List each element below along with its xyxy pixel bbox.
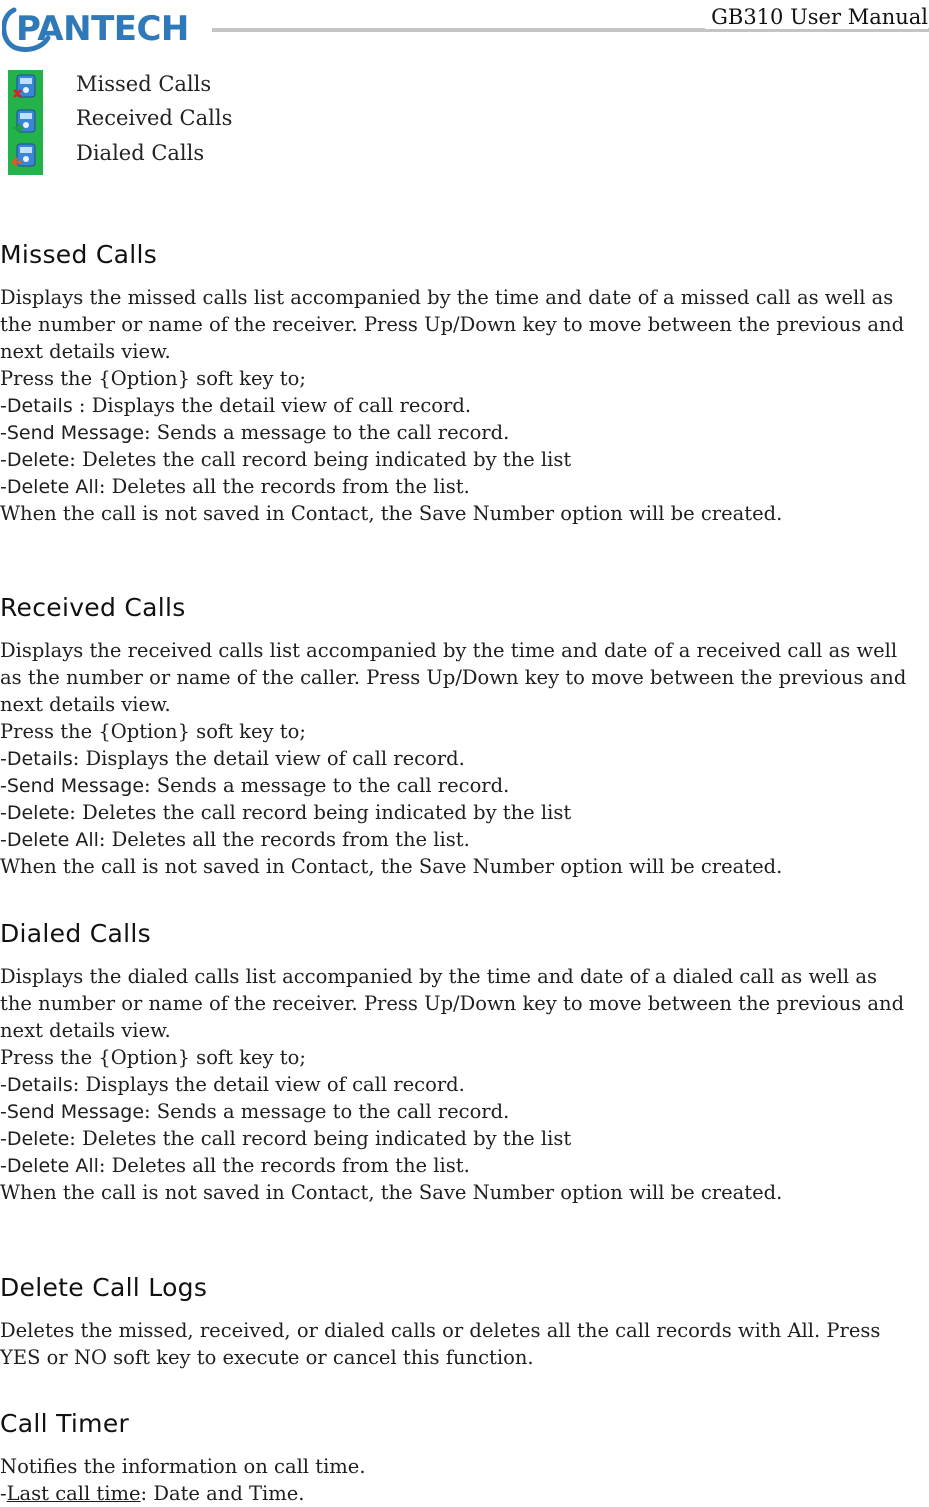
option-name: -Send Message	[0, 422, 145, 444]
paragraph-line: Displays the received calls list accompanied by the time and date of a received call as well	[0, 639, 898, 662]
legend-label-dialed: Dialed Calls	[76, 141, 205, 165]
svg-text:PANTECH: PANTECH	[16, 9, 189, 49]
option-name: -Details	[0, 395, 73, 417]
option-desc: : Date and Time.	[140, 1482, 305, 1505]
option-item	[0, 1480, 305, 1507]
option-item	[0, 772, 509, 800]
legend-icon-strip	[8, 70, 43, 175]
option-desc: : Deletes the call record being indicated by the list	[69, 801, 572, 824]
press-instruction: Press the {Option} soft key to;	[0, 367, 306, 390]
option-item	[0, 1098, 509, 1126]
section-heading-missed: Missed Calls	[0, 240, 158, 269]
option-item	[0, 826, 470, 854]
paragraph-line: Notifies the information on call time.	[0, 1455, 366, 1478]
note-line: When the call is not saved in Contact, the Save Number option will be created.	[0, 855, 783, 878]
manual-title: GB310 User Manual	[705, 5, 928, 29]
press-instruction: Press the {Option} soft key to;	[0, 1046, 306, 1069]
option-name: -Delete	[0, 802, 70, 824]
option-name: -Delete All	[0, 1155, 99, 1177]
option-desc: : Sends a message to the call record.	[144, 1100, 510, 1123]
option-desc: : Deletes the call record being indicated by the list	[69, 448, 572, 471]
section-heading-delete-logs: Delete Call Logs	[0, 1273, 208, 1302]
paragraph-line: Deletes the missed, received, or dialed calls or deletes all the call records with All. Press	[0, 1319, 881, 1342]
option-desc: : Deletes all the records from the list.	[98, 1154, 470, 1177]
option-desc: : Deletes all the records from the list.	[98, 828, 470, 851]
option-item	[0, 473, 470, 501]
option-name: -Delete All	[0, 476, 99, 498]
option-name: -Send Message	[0, 1101, 145, 1123]
option-name: -Details	[0, 748, 73, 770]
option-desc: : Deletes the call record being indicated by the list	[69, 1127, 572, 1150]
option-desc: : Displays the detail view of call record.	[72, 1073, 465, 1096]
option-name: -Delete All	[0, 829, 99, 851]
option-item	[0, 745, 465, 773]
section-heading-dialed: Dialed Calls	[0, 919, 151, 948]
paragraph-line: the number or name of the receiver. Press Up/Down key to move between the previous and	[0, 992, 905, 1015]
option-name: -Delete	[0, 1128, 70, 1150]
paragraph-line: Displays the missed calls list accompanied by the time and date of a missed call as well as	[0, 286, 894, 309]
page-header	[0, 0, 929, 60]
option-item	[0, 419, 509, 447]
paragraph-line: the number or name of the receiver. Press Up/Down key to move between the previous and	[0, 313, 905, 336]
option-item	[0, 392, 471, 420]
legend-label-missed: Missed Calls	[76, 72, 212, 96]
option-prefix: -	[0, 1482, 7, 1505]
option-desc: : Displays the detail view of call record.	[72, 747, 465, 770]
option-item	[0, 1152, 470, 1180]
section-heading-received: Received Calls	[0, 593, 186, 622]
paragraph-line: next details view.	[0, 693, 171, 716]
paragraph-line: next details view.	[0, 340, 171, 363]
dialed-call-icon	[11, 142, 40, 171]
paragraph-line: next details view.	[0, 1019, 171, 1042]
legend-label-received: Received Calls	[76, 106, 233, 130]
missed-call-icon	[11, 73, 40, 102]
paragraph-line: as the number or name of the caller. Press Up/Down key to move between the previous and	[0, 666, 907, 689]
received-call-icon	[11, 108, 40, 137]
section-heading-call-timer: Call Timer	[0, 1409, 130, 1438]
press-instruction: Press the {Option} soft key to;	[0, 720, 306, 743]
option-desc: : Deletes all the records from the list.	[98, 475, 470, 498]
paragraph-line: YES or NO soft key to execute or cancel this function.	[0, 1346, 534, 1369]
option-desc: : Sends a message to the call record.	[144, 421, 510, 444]
note-line: When the call is not saved in Contact, the Save Number option will be created.	[0, 502, 783, 525]
option-name: -Send Message	[0, 775, 145, 797]
option-name: -Details	[0, 1074, 73, 1096]
option-name-last-call-time: Last call time	[6, 1482, 141, 1505]
option-item	[0, 1125, 571, 1153]
option-desc: : Displays the detail view of call record.	[72, 394, 472, 417]
option-item	[0, 799, 571, 827]
pantech-logo	[2, 2, 208, 54]
note-line: When the call is not saved in Contact, the Save Number option will be created.	[0, 1181, 783, 1204]
paragraph-line: Displays the dialed calls list accompanied by the time and date of a dialed call as well as	[0, 965, 877, 988]
option-item	[0, 446, 571, 474]
option-item	[0, 1071, 465, 1099]
option-desc: : Sends a message to the call record.	[144, 774, 510, 797]
option-name: -Delete	[0, 449, 70, 471]
